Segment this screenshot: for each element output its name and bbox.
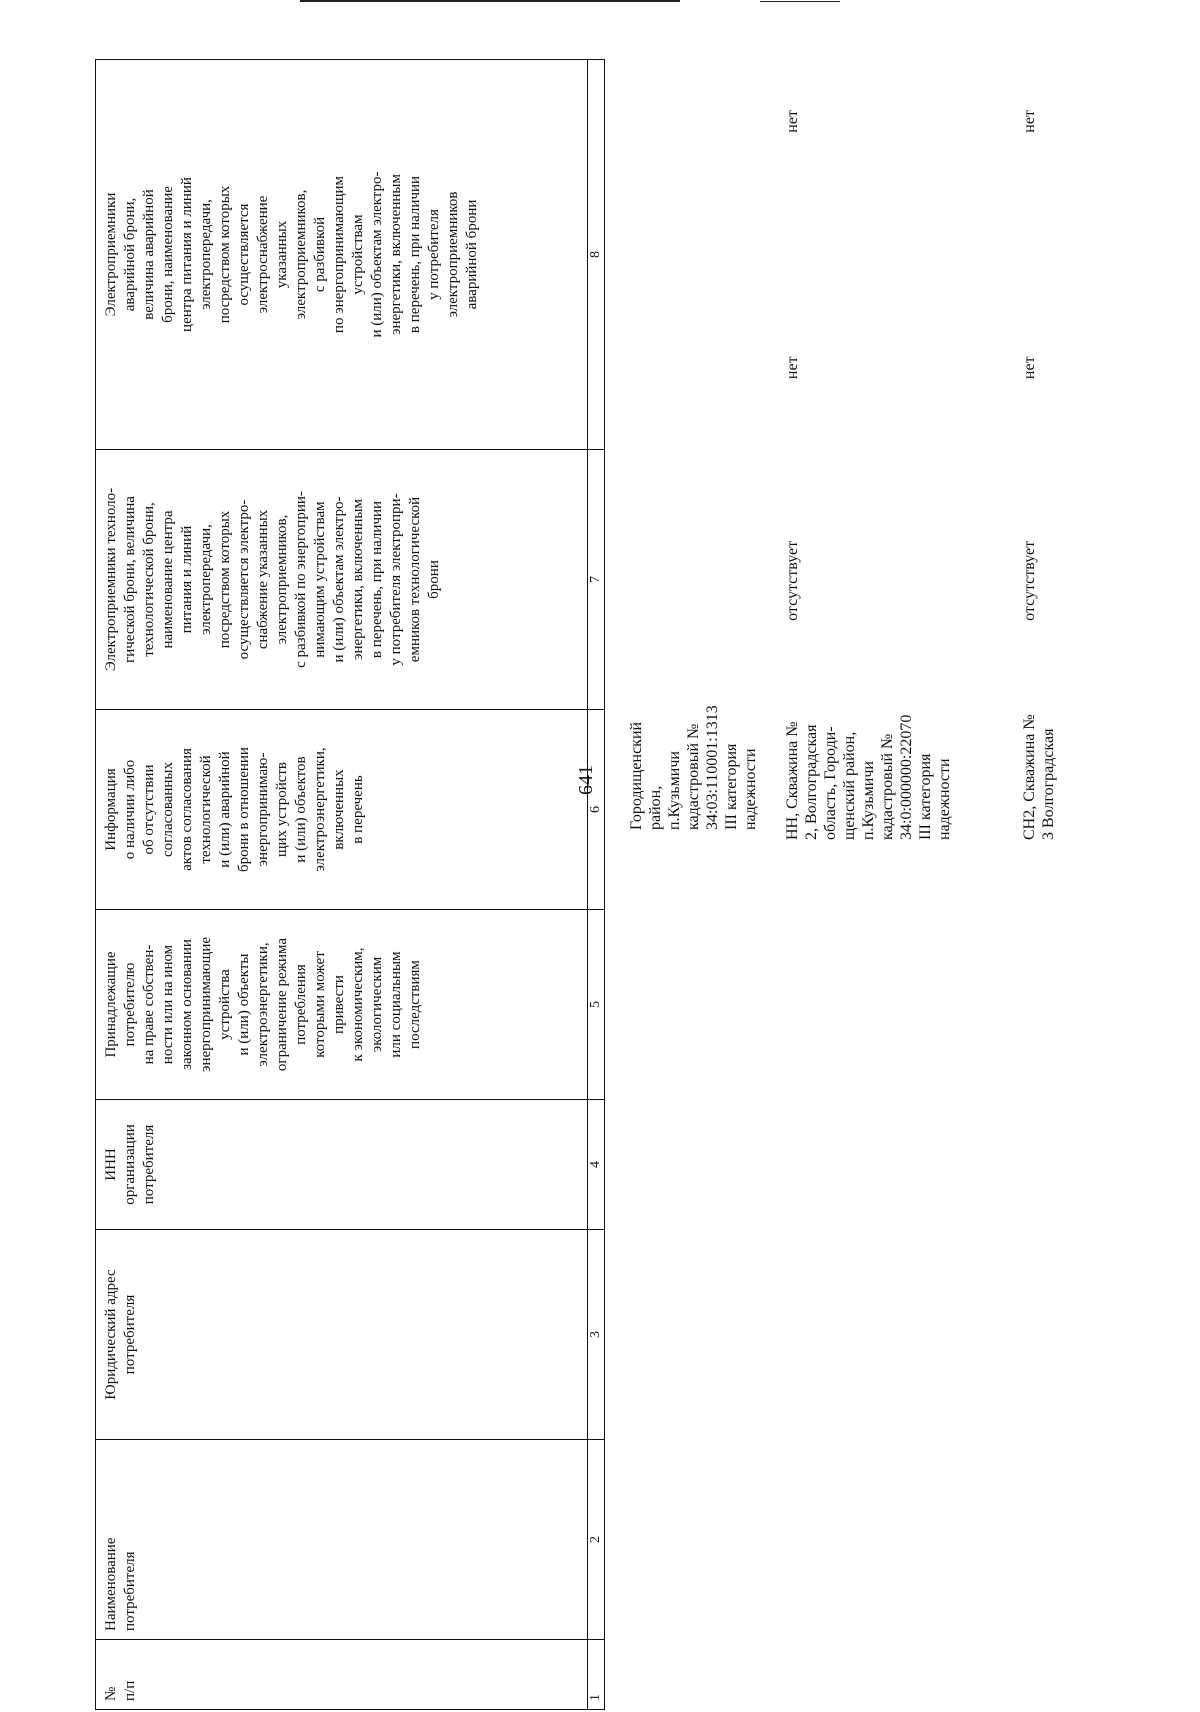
row-device-description: НН, Скважина № 2, Волгоградская область, Городи- щенский район, п.Кузьмичи кадастровый № 34:0:000000:22070 III категория надежности — [784, 714, 953, 840]
scan-artifact-line — [760, 1, 840, 2]
table-row — [1020, 60, 1058, 840]
column-number: 3 — [588, 1230, 605, 1440]
header-cell-legal-address: Юридический адрес потребителя — [96, 1230, 588, 1440]
header-cell-emergency-reserve: Электроприемники аварийной брони, величина аварийной брони, наименование центра питания и линий электропередачи, посредством которых осуществляется электроснабжение указанных электроприемников, с разбивкой по энергопринимающим устройствам и (или) объектам электро- энергетики, включенным в перечень, при наличии у потребителя электроприемников аварийной брони — [96, 60, 588, 450]
table-row — [783, 60, 954, 840]
row-agreement-status: отсутствует — [784, 540, 801, 621]
header-cell-agreements: Информация о наличии либо об отсутствии согласованных актов согласования технологической и (или) аварийной брони в отношении энергопринимаю- щих устройств и (или) объектов электроэнергетики, включенных в перечень — [96, 710, 588, 910]
header-cell-tech-reserve: Электроприемники техноло- гической брони, величина технологической брони, наименование центра питания и линий электропередачи, посредством которых осуществляется электро- снабжение указанных электроприемников, с разбивкой по энергоприи- нимающим устройствам и (или) объектам электро- энергетики, включенным в перечень, при наличии у потребителя электропри- емников технологической брони — [96, 450, 588, 710]
row-emergency-reserve: нет — [784, 110, 801, 133]
row-agreement-status: отсутствует — [1021, 540, 1038, 621]
row-emergency-reserve: нет — [1021, 110, 1038, 133]
header-cell-consumer-name: Наименование потребителя — [96, 1440, 588, 1640]
column-number: 8 — [588, 60, 605, 450]
header-cell-devices: Принадлежащие потребителю на праве собствен- ности или на ином законном основании энергопринимающие устройства и (или) объекты электроэнергетики, ограничение режима потребления которыми может привести к экономическим, экологическим или социальным последствиям — [96, 910, 588, 1100]
column-number: 6 — [588, 710, 605, 910]
row-device-description: Городищенский район, п.Кузьмичи кадастровый № 34:03:110001:1313 III категория надежности — [628, 705, 759, 830]
header-cell-inn: ИНН организации потребителя — [96, 1100, 588, 1230]
column-number: 2 — [588, 1440, 605, 1640]
scan-artifact-line — [300, 0, 680, 2]
row-device-description: СН2, Скважина № 3 Волгоградская — [1021, 714, 1057, 840]
header-cell-number: № п/п — [96, 1640, 588, 1710]
row-tech-reserve: нет — [1021, 356, 1038, 380]
table-row — [627, 60, 760, 840]
column-number: 5 — [588, 910, 605, 1100]
column-number: 1 — [588, 1640, 605, 1710]
column-number: 7 — [588, 450, 605, 710]
table-body-area — [95, 60, 625, 1710]
table-body-rows — [625, 60, 1185, 1710]
column-number: 4 — [588, 1100, 605, 1230]
row-tech-reserve: нет — [784, 356, 801, 380]
page-number: 641 — [575, 765, 597, 795]
